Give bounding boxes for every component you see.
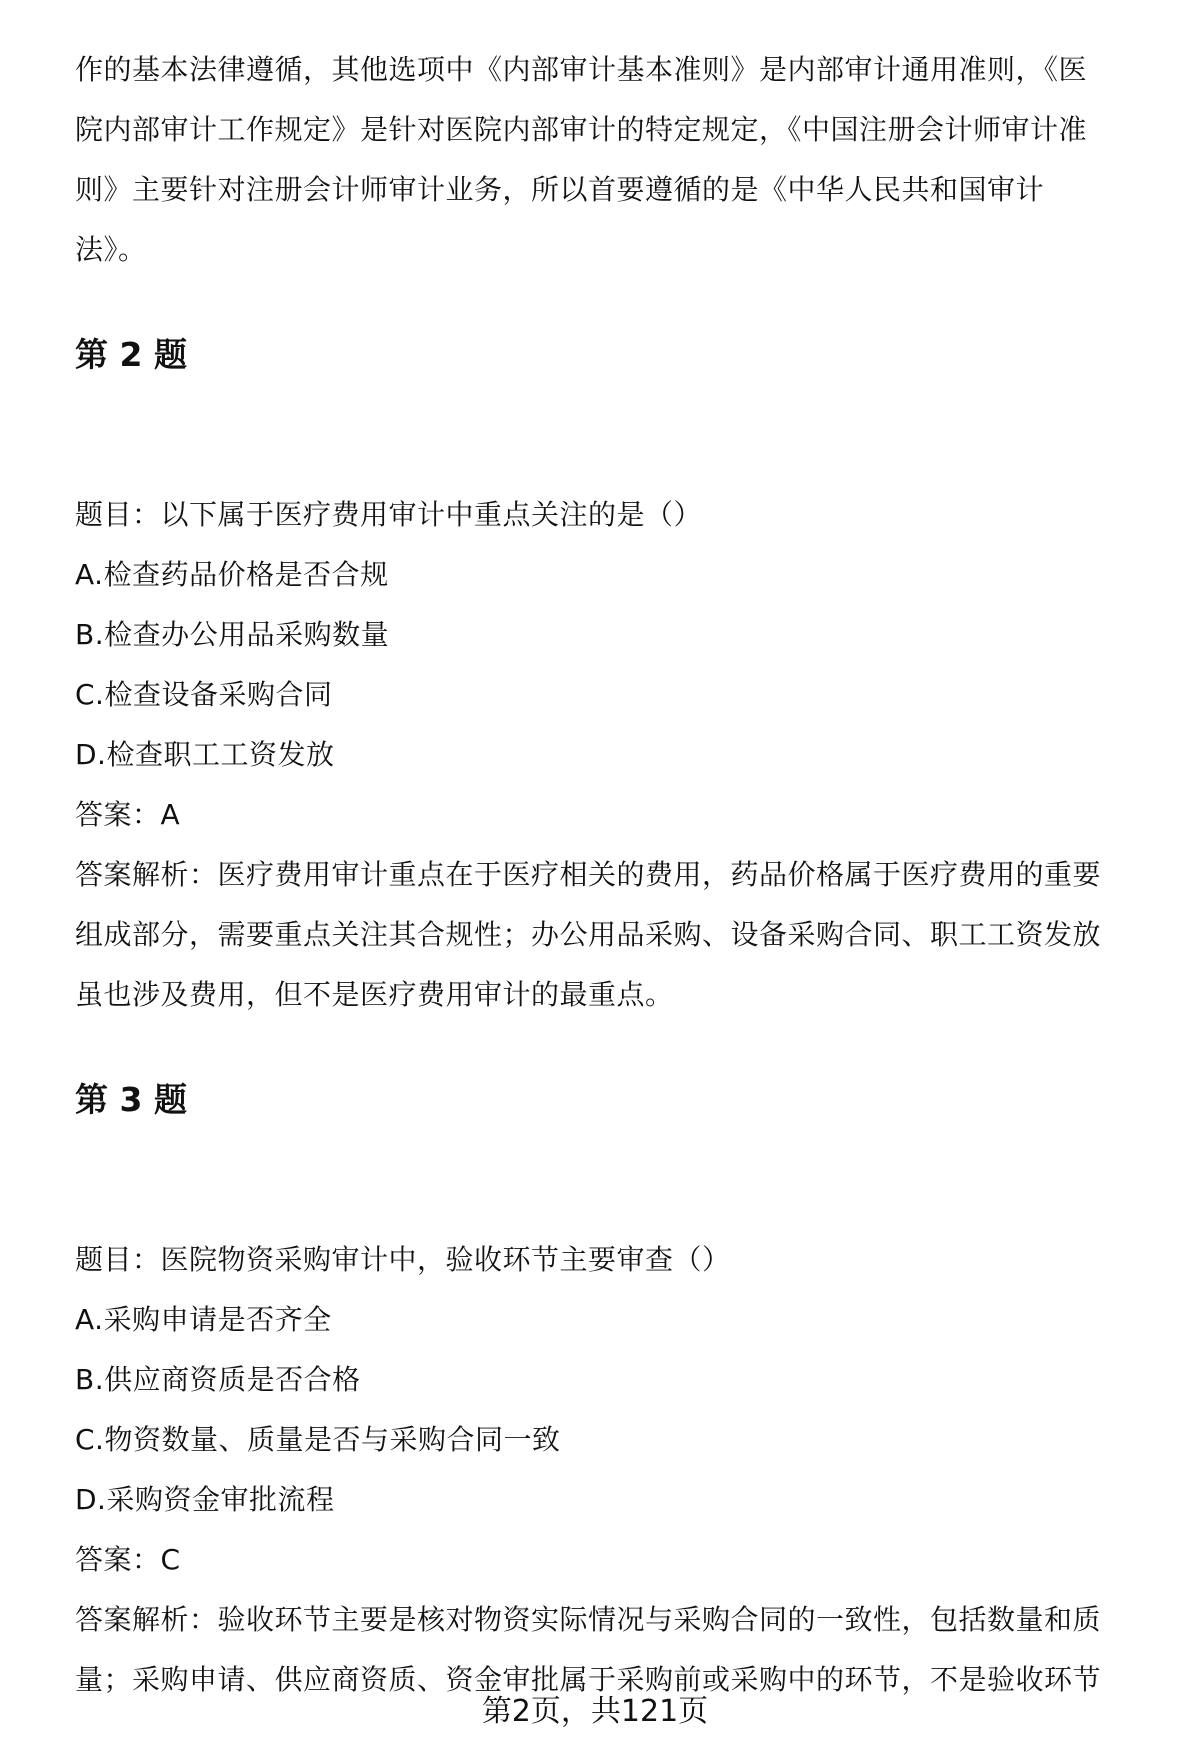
previous-explanation-continuation	[75, 40, 1087, 280]
explanation-line: 答案解析：验收环节主要是核对物资实际情况与采购合同的一致性，包括数量和质	[75, 1603, 1102, 1636]
option-b: B.供应商资质是否合格	[75, 1363, 361, 1396]
text-line: 院内部审计工作规定》是针对医院内部审计的特定规定，《中国注册会计师审计准	[75, 113, 1088, 146]
answer-text: 答案：A	[75, 798, 181, 831]
option-d: D.检查职工工资发放	[75, 738, 335, 771]
text-line: 则》主要针对注册会计师审计业务，所以首要遵循的是《中华人民共和国审计	[75, 173, 1045, 206]
question-block-2	[75, 485, 1101, 1025]
question-block-3	[75, 1230, 1101, 1710]
question-heading-3: 第 3 题	[75, 1080, 187, 1119]
explanation-line: 量；采购申请、供应商资质、资金审批属于采购前或采购中的环节，不是验收环节	[75, 1663, 1102, 1696]
question-text: 题目：医院物资采购审计中，验收环节主要审查（）	[75, 1243, 731, 1276]
text-line: 法》。	[75, 233, 147, 266]
explanation-line: 组成部分，需要重点关注其合规性；办公用品采购、设备采购合同、职工工资发放	[75, 918, 1102, 951]
question-heading-2: 第 2 题	[75, 335, 187, 374]
option-c: C.物资数量、质量是否与采购合同一致	[75, 1423, 561, 1456]
answer-text: 答案：C	[75, 1543, 181, 1576]
option-b: B.检查办公用品采购数量	[75, 618, 390, 651]
explanation-line: 答案解析：医疗费用审计重点在于医疗相关的费用，药品价格属于医疗费用的重要	[75, 858, 1102, 891]
question-text: 题目：以下属于医疗费用审计中重点关注的是（）	[75, 498, 703, 531]
option-a: A.采购申请是否齐全	[75, 1303, 332, 1336]
explanation-line: 虽也涉及费用，但不是医疗费用审计的最重点。	[75, 978, 674, 1011]
option-c: C.检查设备采购合同	[75, 678, 333, 711]
option-d: D.采购资金审批流程	[75, 1483, 335, 1516]
page-number-footer: 第2页，共121页	[481, 1694, 709, 1729]
option-a: A.检查药品价格是否合规	[75, 558, 389, 591]
text-line: 作的基本法律遵循，其他选项中《内部审计基本准则》是内部审计通用准则，《医	[75, 53, 1088, 86]
